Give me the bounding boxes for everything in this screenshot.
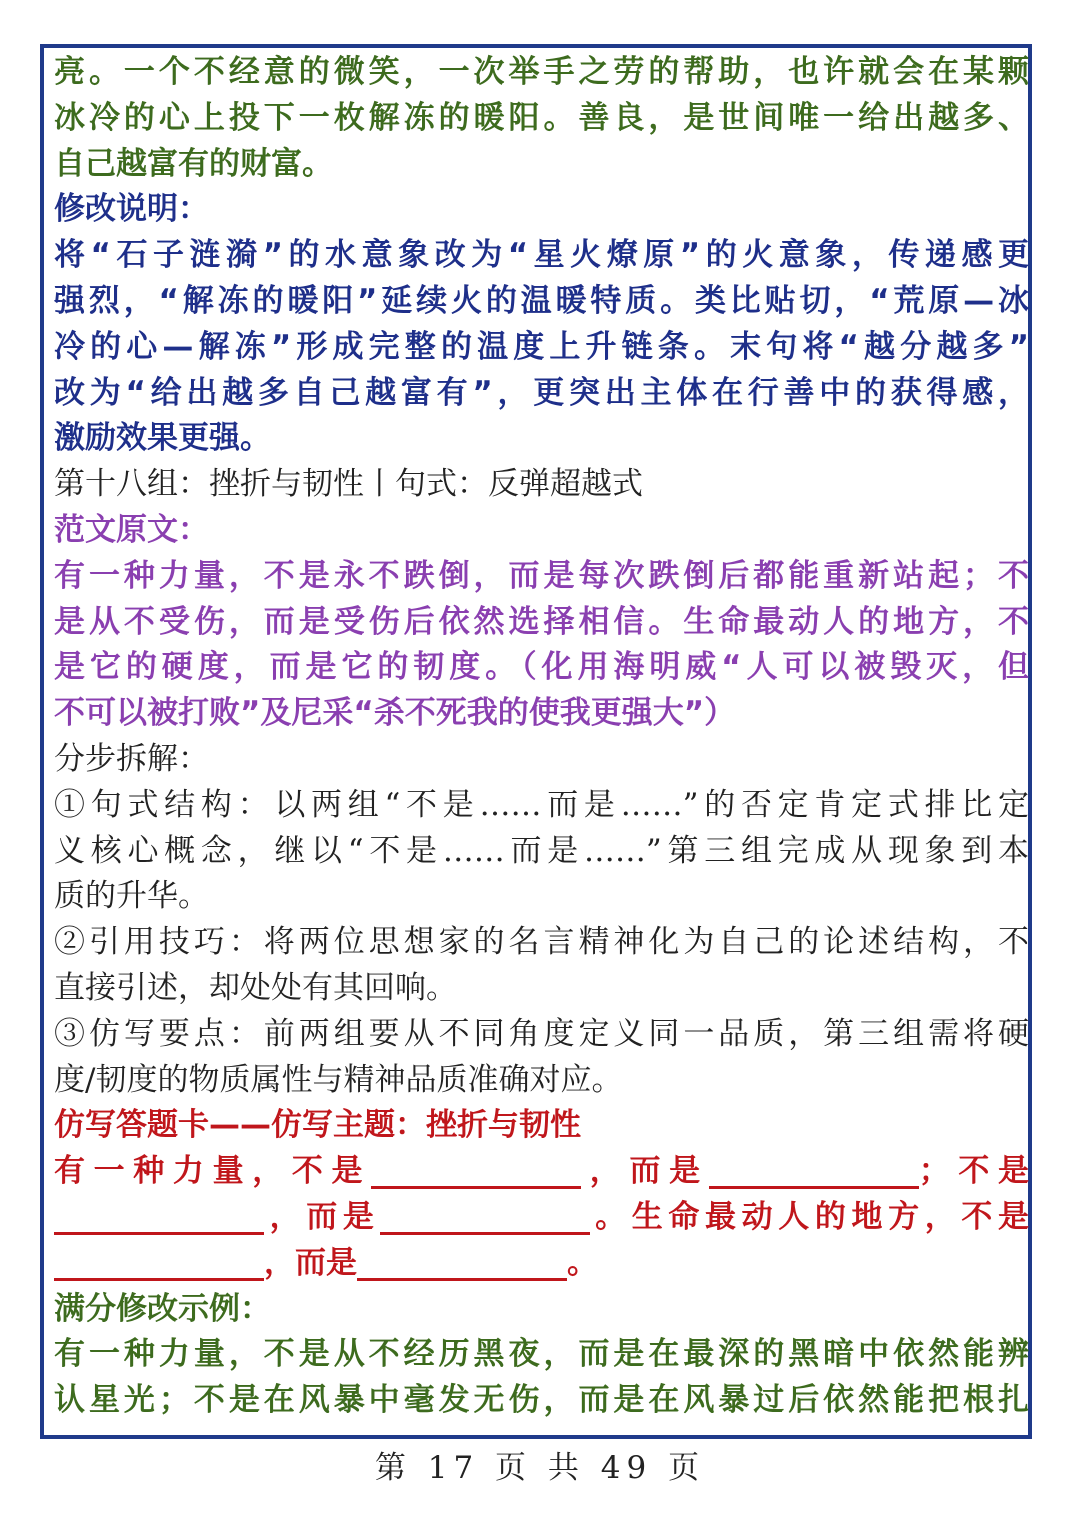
- body-line: 强烈，“解冻的暖阳”延续火的温暖特质。类比贴切，“荒原—冰: [54, 282, 1029, 319]
- body-line: 有一种力量，不是从不经历黑夜，而是在最深的黑暗中依然能辨: [54, 1336, 1029, 1373]
- body-line: 将“石子涟漪”的水意象改为“星火燎原”的火意象，传递感更: [54, 237, 1029, 274]
- body-line: 改为“给出越多自己越富有”，更突出主体在行善中的获得感，: [54, 374, 1029, 411]
- group-title: 第十八组：挫折与韧性丨句式：反弹超越式: [54, 466, 643, 503]
- body-line: 直接引述，却处处有其回响。: [54, 969, 457, 1006]
- section-heading: 范文原文：: [54, 511, 209, 548]
- body-line: 冷的心—解冻”形成完整的温度上升链条。末句将“越分越多”: [54, 328, 1029, 365]
- answer-blank[interactable]: [709, 1152, 919, 1189]
- answer-blank[interactable]: [54, 1198, 264, 1235]
- answer-blank[interactable]: [54, 1244, 264, 1281]
- page-number: 第 17 页 共 49 页: [374, 1450, 706, 1486]
- fill-text: 。: [567, 1244, 598, 1281]
- body-line: 有一种力量，不是永不跌倒，而是每次跌倒后都能重新站起；不: [54, 557, 1029, 594]
- page-content: [54, 50, 1029, 1424]
- fill-in-line: [54, 1195, 1029, 1241]
- fill-text: 有一种力量，不是: [54, 1153, 372, 1190]
- fill-text: ，而是: [264, 1198, 380, 1235]
- answer-blank[interactable]: [380, 1198, 590, 1235]
- body-line: 是它的硬度，而是它的韧度。（化用海明威“人可以被毁灭，但: [54, 649, 1029, 686]
- body-line: ②引用技巧：将两位思想家的名言精神化为自己的论述结构，不: [54, 924, 1029, 961]
- fill-text: ，而是: [264, 1244, 357, 1281]
- fill-in-line: [54, 1241, 1029, 1287]
- body-line: 自己越富有的财富。: [54, 145, 333, 182]
- body-line: 质的升华。: [54, 878, 209, 915]
- fill-text: ；不是: [918, 1153, 1029, 1190]
- body-line: 义核心概念，继以“不是……而是……”第三组完成从现象到本: [54, 832, 1029, 869]
- body-line: 冰冷的心上投下一枚解冻的暖阳。善良，是世间唯一给出越多、: [54, 99, 1029, 136]
- answer-blank[interactable]: [357, 1244, 567, 1281]
- body-line: ③仿写要点：前两组要从不同角度定义同一品质，第三组需将硬: [54, 1015, 1029, 1052]
- body-line: 是从不受伤，而是受伤后依然选择相信。生命最动人的地方，不: [54, 603, 1029, 640]
- body-line: 激励效果更强。: [54, 420, 271, 457]
- section-heading: 修改说明：: [54, 191, 209, 228]
- body-line: 不可以被打败”及尼采“杀不死我的使我更强大”）: [54, 695, 736, 732]
- section-heading: 分步拆解：: [54, 740, 209, 777]
- section-heading: 满分修改示例：: [54, 1290, 271, 1327]
- fill-text: 。生命最动人的地方，不是: [589, 1198, 1029, 1235]
- body-line: 认星光；不是在风暴中毫发无伤，而是在风暴过后依然能把根扎: [54, 1382, 1029, 1419]
- body-line: 亮。一个不经意的微笑，一次举手之劳的帮助，也许就会在某颗: [54, 54, 1029, 90]
- fill-in-line: [54, 1149, 1029, 1195]
- body-line: 度/韧度的物质属性与精神品质准确对应。: [54, 1061, 623, 1098]
- answer-card-title: 仿写答题卡——仿写主题：挫折与韧性: [54, 1107, 581, 1144]
- fill-text: ，而是: [581, 1153, 709, 1190]
- answer-blank[interactable]: [371, 1152, 581, 1189]
- body-line: ①句式结构：以两组“不是……而是……”的否定肯定式排比定: [54, 786, 1029, 823]
